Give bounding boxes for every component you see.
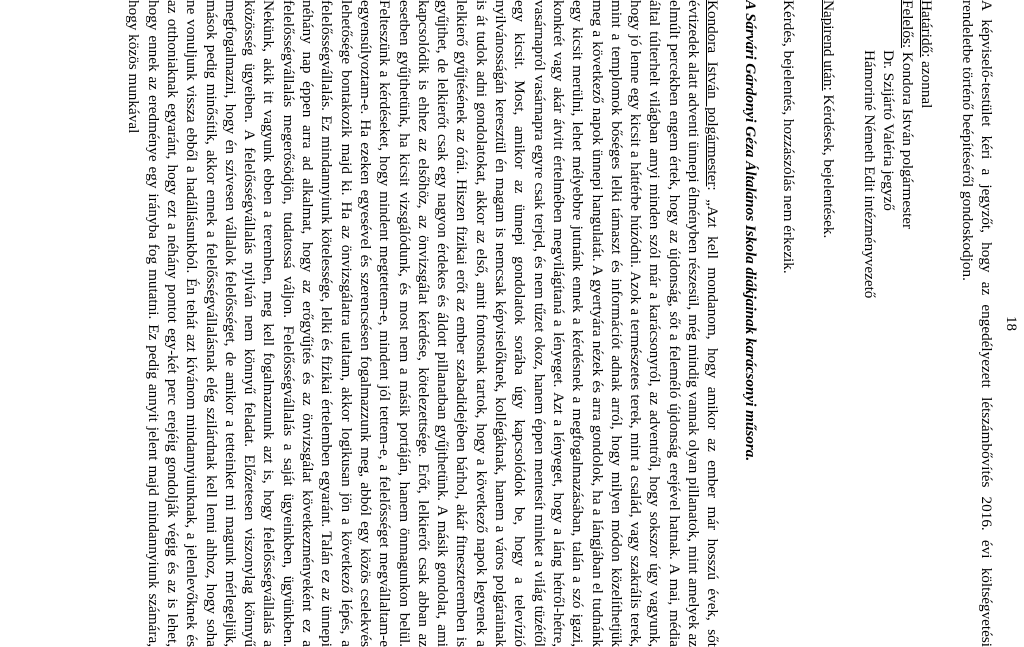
deadline-value: azonnal — [918, 57, 936, 109]
responsible-label: Felelős: — [899, 0, 917, 49]
no-questions-line: Kérdés, bejelentés, hozzászólás nem érkezik. — [779, 0, 797, 274]
responsible-person-3: Hámoriné Németh Edit intézményvezető — [860, 50, 878, 299]
page-number: 18 — [1003, 316, 1019, 331]
deadline-label: Határidő: — [918, 0, 936, 58]
agenda-after-line — [819, 0, 838, 647]
responsible-line — [898, 0, 917, 647]
speech-speaker: Kondora István polgármester — [704, 0, 722, 187]
agenda-after-label: Napirend után: — [820, 0, 838, 91]
deadline-line — [859, 0, 936, 647]
responsible-person-2: Dr. Szijártó Valéria jegyző — [879, 50, 897, 211]
section-title: A Sárvári Gárdonyi Géza Általános Iskola diákjainak karácsonyi műsora. — [741, 0, 759, 462]
agenda-after-value: Kérdések, bejelentések. — [820, 90, 838, 239]
responsible-value: Kondora István polgármester — [899, 48, 917, 230]
speech-paragraph — [124, 0, 722, 647]
speech-text: : „Azt kell mondanom, hogy amikor az ember már hosszú évek, sőt évtizedek alatt adventi ünnepi élményben részesül, még mindig vannak olyan pillanatok, mint amelyek az elmúlt percekben engem értek, hogy az újdonság, sőt a feleméló újdonság erejével hatnak. A mai, média által túlterhelt világban amyi minden szól már a karácsonyról, az adventről, hogy sokszor úgy vagyunk, hogy jó lenne egy kicsit a háttérbe húzódni. Azok a természetes terek, mint a család, vagy szakrális terek, mint a templomok bőséges lelki támaszt és információt adnak arról, hogy milyen módon közelíthetjük meg a következő napok ünnepi hangulatát. A gyertyára nézek és arra gondolok, ha a lángjában el tudnánk egy kicsit merülni, lehet mélyebbre jutnánk ennek a kérdésnek a megfogalmazásában, talán a szó igazi, konkrét vagy akár átvitt értelmében megvilágítaná a lényeget. Azt a lényeget, hogy a láng hétről-hétre, vasárnapról vasárnapra egyre csak terjed, és nem tűzet okoz, hanem éppen mentesít minket a világ tüzétől egy kicsit. Most, amikor az ünnepi gondolatok sorába úgy kapcsolódok be, hogy a televízió nyilvánosságán keresztül én magam is nemcsak képviselőknek, kollégáknak, hanem a város polgárainak is át tudok adni gondolatokat, akkor az első, amit fontosnak tartok, hogy a következő napok legyenek a lelkierő gyűjtésének az órái. Hiszen fizikai erőt az ember szabadidejében bárhol, akár fitneszteremben is gyűjthet, de lelkierőt csak egy nagyon érdekes és áldott pillanatban gyűjthetünk. A másik gondolat, ami kapcsolódik is ehhez az elsőhöz, az önvizsgálat kérdése, kötelezettsége. Erőt, lelkierőt csak abban az esetben gyűjthetünk, ha kicsit vizsgálódunk, és most nem a másik portáján, hanem önmagunkon belül. Felteszünk a kérdéseket, hogy mindent megtettem-e, mindent jól tettem-e, a felelősséget megvállaltam-e egyensúlyoztam-e. Ha ezeken egyesével és szerencsésen fogalmazzunk meg, abból egy közös cselekvés lehetősége bontakozik majd ki. Ha az önvizsgálatra utaltam, akkor logikusan jön a következő lépés, a felelősségvállalás. Ez mindannyiunk kötelessége, lelki és fizikai értelemben egyaránt. Talán ez az ünnepi néhány nap éppen arra ad alkalmat, hogy az erőgyűjtés és az önvizsgálat következményeként ez a felelősségvállalás megerősödjön, tudatossá váljon. Felelősségvállalás a saját ügyeinkben, ügyünkben. Nekünk, akik itt vagyunk ebben a teremben, meg kell fogalmaznunk azt is, hogy felelősségvállalás a közösség ügyeiben. A felelősségvállalás nyilván nem könnyű feladat. Előzetesen viszonylag könnyű megfogalmazni, hogy én szívesen vállalok felelősséget, de amikor a tetteinket mi magunk mérlegeljük, mások pedig minősítik, akkor ennek a felelősségvállalásnak elég szilárdnak kell lenni ahhoz, hogy soha ne vonuljunk vissza ebből a hadállásunkból. Én tehát azt kívánom mindannyiunknak, a jelenlevőknek és az otthoniaknak egyaránt, hogy ezt a néhány pontot egy-két perc erejéig gondolják végig és az is lehet, hogy ennek az eredménye egy irányba fog mutatni. Ez pedig annyit jelent majd mindannyiunk számára, hogy közös munkával — [125, 0, 722, 647]
intro-paragraph: A képviselő-testület kéri a jegyzőt, hogy az engedélyezett létszámbővítés 2016. évi költségvetési rendeletbe történő beépítéséről gondoskodjon. — [958, 0, 995, 647]
